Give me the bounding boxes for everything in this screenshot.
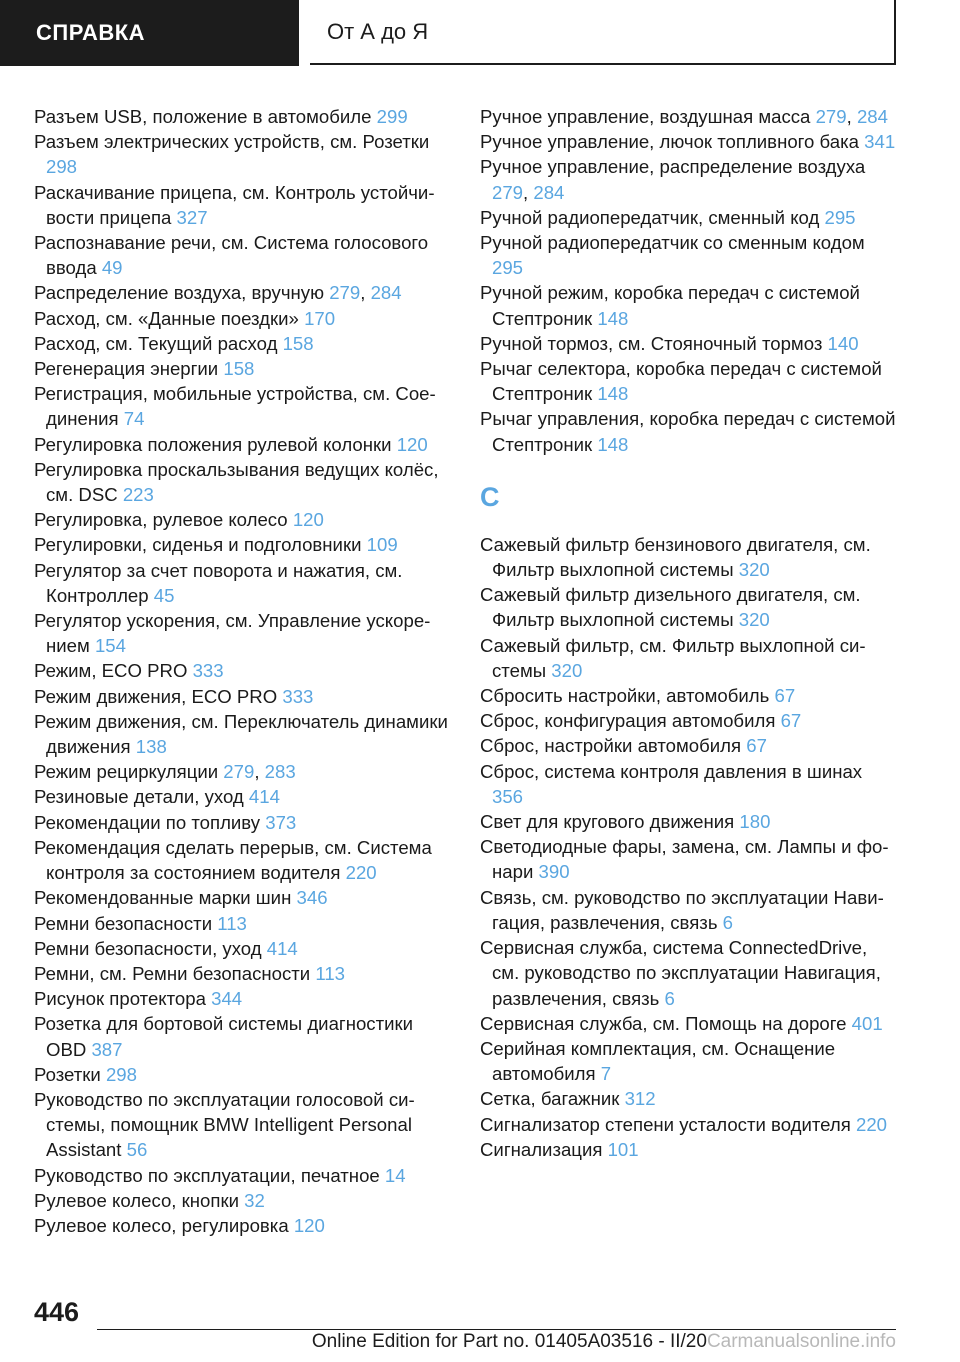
index-entry — [480, 129, 898, 154]
index-entry-text: Резиновые детали, уход — [34, 786, 249, 808]
index-entry-text: Регистрация, мобильные устройства, см. Соединения — [34, 383, 436, 430]
index-entry-text: Рулевое колесо, кнопки — [34, 1189, 245, 1211]
index-entry — [34, 1163, 452, 1188]
page-link[interactable]: 295 — [492, 257, 524, 279]
section-title: СПРАВКА — [36, 20, 146, 45]
index-entry-text: Ручной режим, коробка передач с системой Стептроник — [480, 282, 860, 329]
index-entry-text: Ручной радиопередатчик, сменный код — [480, 206, 825, 228]
index-entry-text: Расход, см. «Данные поездки» — [34, 307, 305, 329]
index-group-r — [480, 104, 898, 457]
index-entry — [480, 683, 898, 708]
index-entry — [34, 658, 452, 683]
page-link[interactable]: 67 — [780, 710, 802, 732]
index-entry — [34, 810, 452, 835]
index-entry — [480, 582, 898, 632]
index-entry — [480, 633, 898, 683]
index-entry — [480, 1011, 898, 1036]
index-entry-text: Режим, ECO PRO — [34, 660, 193, 682]
index-entry — [34, 306, 452, 331]
index-entry — [480, 885, 898, 935]
index-entry — [34, 457, 452, 507]
index-entry — [480, 205, 898, 230]
page-link[interactable]: 320 — [738, 609, 770, 631]
page-link[interactable]: 140 — [827, 332, 859, 354]
page-link[interactable]: 113 — [217, 912, 247, 934]
index-entry — [480, 759, 898, 809]
page-link[interactable]: 390 — [538, 861, 570, 883]
index-entry-text: Розетки — [34, 1063, 106, 1085]
page-link[interactable]: 356 — [492, 785, 524, 807]
page-link[interactable]: 283 — [264, 761, 296, 783]
footer-rule — [97, 1329, 896, 1330]
page-link[interactable]: 284 — [370, 282, 402, 304]
index-entry-text: Рычаг селектора, коробка передач с системой Стептроник — [480, 358, 882, 405]
index-entry — [34, 608, 452, 658]
index-entry — [480, 1112, 898, 1137]
index-entry-text: Распределение воздуха, вручную — [34, 282, 330, 304]
index-entry — [480, 708, 898, 733]
index-entry-text: Режим рециркуляции — [34, 761, 224, 783]
page-link[interactable]: 279 — [492, 181, 524, 203]
page-link[interactable]: 373 — [265, 811, 297, 833]
page-link[interactable]: 346 — [296, 887, 328, 909]
page-link[interactable]: 320 — [551, 659, 583, 681]
page-link[interactable]: 67 — [774, 685, 796, 707]
page-link[interactable]: 138 — [135, 736, 167, 758]
page-link[interactable]: 387 — [91, 1038, 123, 1060]
index-entry-text: Разъем USB, положение в автомобиле — [34, 106, 377, 127]
page-link[interactable]: 109 — [366, 534, 398, 556]
index-entry — [480, 1137, 898, 1162]
index-entry-text: Расход, см. Текущий расход — [34, 332, 283, 354]
section-letter: С — [480, 481, 500, 512]
page-link[interactable]: 32 — [244, 1189, 265, 1211]
index-entry-text: Сбросить настройки, автомобиль — [480, 685, 775, 707]
index-entry-text: Ремни безопасности — [34, 912, 218, 934]
watermark: Carmanualsonline.info — [706, 1331, 896, 1352]
index-entry — [480, 1086, 898, 1111]
page-link[interactable]: 180 — [739, 811, 771, 833]
index-entry-text: Регулировка, рулевое колесо — [34, 509, 293, 531]
index-entry-text: Регулировки, сиденья и подголовники — [34, 534, 367, 556]
index-entry — [34, 432, 452, 457]
index-entry: Режим рециркуляции 279, 283 — [34, 761, 296, 783]
index-entry — [34, 230, 452, 280]
page-link[interactable]: 120 — [396, 433, 428, 455]
page-link[interactable]: 284 — [856, 106, 888, 127]
index-entry — [34, 507, 452, 532]
index-entry-text: Свет для кругового движения — [480, 811, 740, 833]
index-entry-text: Руководство по эксплуатации голосовой системы, помощник BMW Intelligent Personal Assistant — [34, 1088, 415, 1161]
page-link[interactable]: 6 — [664, 987, 675, 1009]
page-link[interactable]: 148 — [597, 383, 629, 405]
index-entry — [34, 180, 452, 230]
index-entry-text: Разъем электрических устройств, см. Розетки — [34, 131, 430, 153]
index-entry — [34, 558, 452, 608]
index-entry-text: Ручное управление, распределение воздуха — [480, 156, 866, 178]
index-entry — [34, 1011, 452, 1061]
page-link[interactable]: 284 — [533, 181, 565, 203]
index-entry-text: Сажевый фильтр, см. Фильтр выхлопной системы — [480, 634, 866, 681]
index-entry — [34, 1087, 452, 1163]
index-entry — [34, 356, 452, 381]
page-link[interactable]: 298 — [105, 1063, 137, 1085]
page-link[interactable]: 101 — [607, 1138, 639, 1160]
index-entry-text: Сигнализация — [480, 1138, 608, 1160]
index-entry-text: Распознавание речи, см. Система голосового ввода — [34, 232, 429, 279]
index-entry-text: Сервисная служба, см. Помощь на дороге — [480, 1012, 852, 1034]
index-entry-text: Регулятор ускорения, см. Управление ускорением — [34, 610, 431, 657]
index-entry-text: Режим движения, ECO PRO — [34, 685, 283, 707]
index-entry — [480, 834, 898, 884]
page-link[interactable]: 333 — [282, 685, 314, 707]
index-entry — [480, 935, 898, 1011]
page-link[interactable]: 320 — [738, 559, 770, 581]
page-link[interactable]: 327 — [176, 206, 208, 228]
page-link[interactable]: 223 — [122, 484, 154, 506]
footer-edition-text: Online Edition for Part no. 01405A03516 - II/20 — [311, 1331, 707, 1352]
index-entry — [34, 381, 452, 431]
page-link[interactable]: 295 — [824, 206, 856, 228]
index-entry: Ручное управление, воздушная масса 279, 284 — [480, 106, 888, 127]
index-entry-text: Ремни безопасности, уход — [34, 937, 267, 959]
page-link[interactable]: 312 — [624, 1088, 656, 1110]
index-entry-text: Серийная комплектация, см. Оснащение автомобиля — [480, 1037, 836, 1085]
page-link[interactable]: 401 — [851, 1012, 883, 1034]
index-entry-text: Сигнализатор степени усталости водителя — [480, 1113, 856, 1135]
index-entry-text: Сажевый фильтр дизельного двигателя, см. Фильтр выхлопной системы — [480, 584, 861, 631]
index-entry-text: Ручное управление, лючок топливного бака — [480, 131, 865, 153]
index-group-s — [480, 532, 898, 1162]
chapter-tab — [310, 0, 896, 65]
index-entry — [34, 961, 452, 986]
index-entry-text: Раскачивание прицепа, см. Контроль устойчивости прицепа — [34, 181, 435, 228]
page-link[interactable]: 120 — [293, 1214, 325, 1236]
index-column-left — [34, 104, 452, 1238]
index-entry-text: Режим движения, см. Переключатель динамики движения — [34, 710, 448, 758]
page-link[interactable]: 148 — [597, 307, 629, 329]
page-link[interactable]: 298 — [46, 156, 78, 178]
index-entry — [34, 986, 452, 1011]
index-entry-text: Рекомендованные марки шин — [34, 887, 297, 909]
page-link[interactable]: 220 — [345, 862, 377, 884]
page-link[interactable]: 120 — [292, 509, 324, 531]
page-link[interactable]: 45 — [153, 584, 175, 606]
footer-edition — [312, 1331, 896, 1353]
index-entry — [34, 1062, 452, 1087]
page-link[interactable]: 148 — [597, 433, 629, 455]
section-tab — [0, 0, 299, 66]
page-link[interactable]: 158 — [282, 332, 314, 354]
page-link[interactable]: 49 — [101, 257, 123, 279]
index-entry: Ручное управление, распределение воздуха 279, 284 — [480, 156, 866, 203]
index-entry-text: Сброс, система контроля давления в шинах — [480, 760, 863, 782]
page-link[interactable]: 56 — [126, 1139, 148, 1161]
page-link[interactable]: 7 — [600, 1063, 612, 1085]
page-link[interactable]: 279 — [329, 282, 361, 304]
index-entry — [480, 280, 898, 330]
page-link[interactable]: 279 — [223, 761, 255, 783]
index-entry-text: Сервисная служба, система ConnectedDrive, см. руководство по эксплуатации Навигация, развлечения, связь — [480, 937, 881, 1009]
index-entry-text: Рекомендации по топливу — [34, 811, 266, 833]
page-link[interactable]: 113 — [315, 962, 346, 984]
index-column-right — [480, 104, 898, 1162]
index-entry-text: Рулевое колесо, регулировка — [34, 1214, 294, 1236]
page-link[interactable]: 279 — [815, 106, 847, 127]
page-link[interactable]: 154 — [94, 635, 126, 657]
index-entry-text: Руководство по эксплуатации, печатное — [34, 1164, 385, 1186]
page-link[interactable]: 299 — [376, 106, 408, 127]
index-entry — [480, 733, 898, 758]
index-entry — [34, 331, 452, 356]
index-entry — [480, 809, 898, 834]
index-entry — [34, 532, 452, 557]
page-link[interactable]: 220 — [855, 1113, 888, 1135]
index-entry-text: Регенерация энергии — [34, 358, 224, 380]
index-entry-text: Ручное управление, воздушная масса — [480, 106, 816, 127]
index-entry — [34, 936, 452, 961]
index-entry-text: Рисунок протектора — [34, 988, 212, 1010]
index-entry-text: Сброс, конфигурация автомобиля — [480, 710, 781, 732]
page-number: 446 — [34, 1297, 80, 1327]
index-entry — [480, 406, 898, 456]
index-entry — [34, 1188, 452, 1213]
page-link[interactable]: 170 — [304, 307, 336, 329]
index-entry — [480, 356, 898, 406]
page-link[interactable]: 333 — [192, 660, 224, 682]
page-link[interactable]: 341 — [864, 131, 896, 153]
index-entry-text: Регулировка проскальзывания ведущих колёс, см. DSC — [34, 458, 439, 506]
index-entry — [480, 532, 898, 582]
index-entry-text: Ручной тормоз, см. Стояночный тормоз — [480, 332, 828, 354]
index-entry — [34, 885, 452, 910]
index-entry — [34, 104, 452, 129]
page-link[interactable]: 6 — [722, 911, 734, 933]
index-entry — [34, 784, 452, 809]
index-entry-text: Светодиодные фары, замена, см. Лампы и фонари — [480, 836, 889, 883]
page-link[interactable]: 14 — [384, 1164, 406, 1186]
index-entry — [480, 230, 898, 280]
index-entry-text: Регулятор за счет поворота и нажатия, см. Контроллер — [34, 559, 403, 606]
index-entry-text: Сетка, багажник — [480, 1088, 625, 1110]
index-entry-text: Сажевый фильтр бензинового двигателя, см. Фильтр выхлопной системы — [480, 533, 871, 581]
chapter-title: От А до Я — [327, 18, 429, 44]
index-entry-text: Ручной радиопередатчик со сменным кодом — [480, 232, 865, 254]
index-entry-text: Розетка для бортовой системы диагностики OBD — [34, 1013, 414, 1060]
page-link[interactable]: 414 — [248, 786, 280, 808]
index-entry-text: Сброс, настройки автомобиля — [480, 735, 747, 757]
page-link[interactable]: 158 — [223, 358, 255, 380]
index-entry-text: Рычаг управления, коробка передач с системой Стептроник — [480, 408, 896, 455]
page-link[interactable]: 344 — [211, 988, 243, 1010]
index-entry — [34, 911, 452, 936]
index-entry: Распределение воздуха, вручную 279, 284 — [34, 282, 402, 304]
index-entry — [34, 1213, 452, 1238]
index-entry — [34, 709, 452, 759]
page-link[interactable]: 414 — [266, 937, 298, 959]
index-entry — [480, 1036, 898, 1086]
index-entry — [34, 835, 452, 885]
index-entry — [34, 684, 452, 709]
index-entry-text: Связь, см. руководство по эксплуатации Навигация, развлечения, связь — [480, 886, 884, 933]
page-link[interactable]: 67 — [746, 735, 767, 757]
page-link[interactable]: 74 — [123, 408, 145, 430]
index-entry-text: Регулировка положения рулевой колонки — [34, 433, 397, 455]
index-entry — [480, 331, 898, 356]
index-entry-text: Ремни, см. Ремни безопасности — [34, 962, 316, 984]
index-entry — [34, 129, 452, 179]
index-entry-text: Рекомендация сделать перерыв, см. Система контроля за состоянием водителя — [34, 836, 432, 884]
